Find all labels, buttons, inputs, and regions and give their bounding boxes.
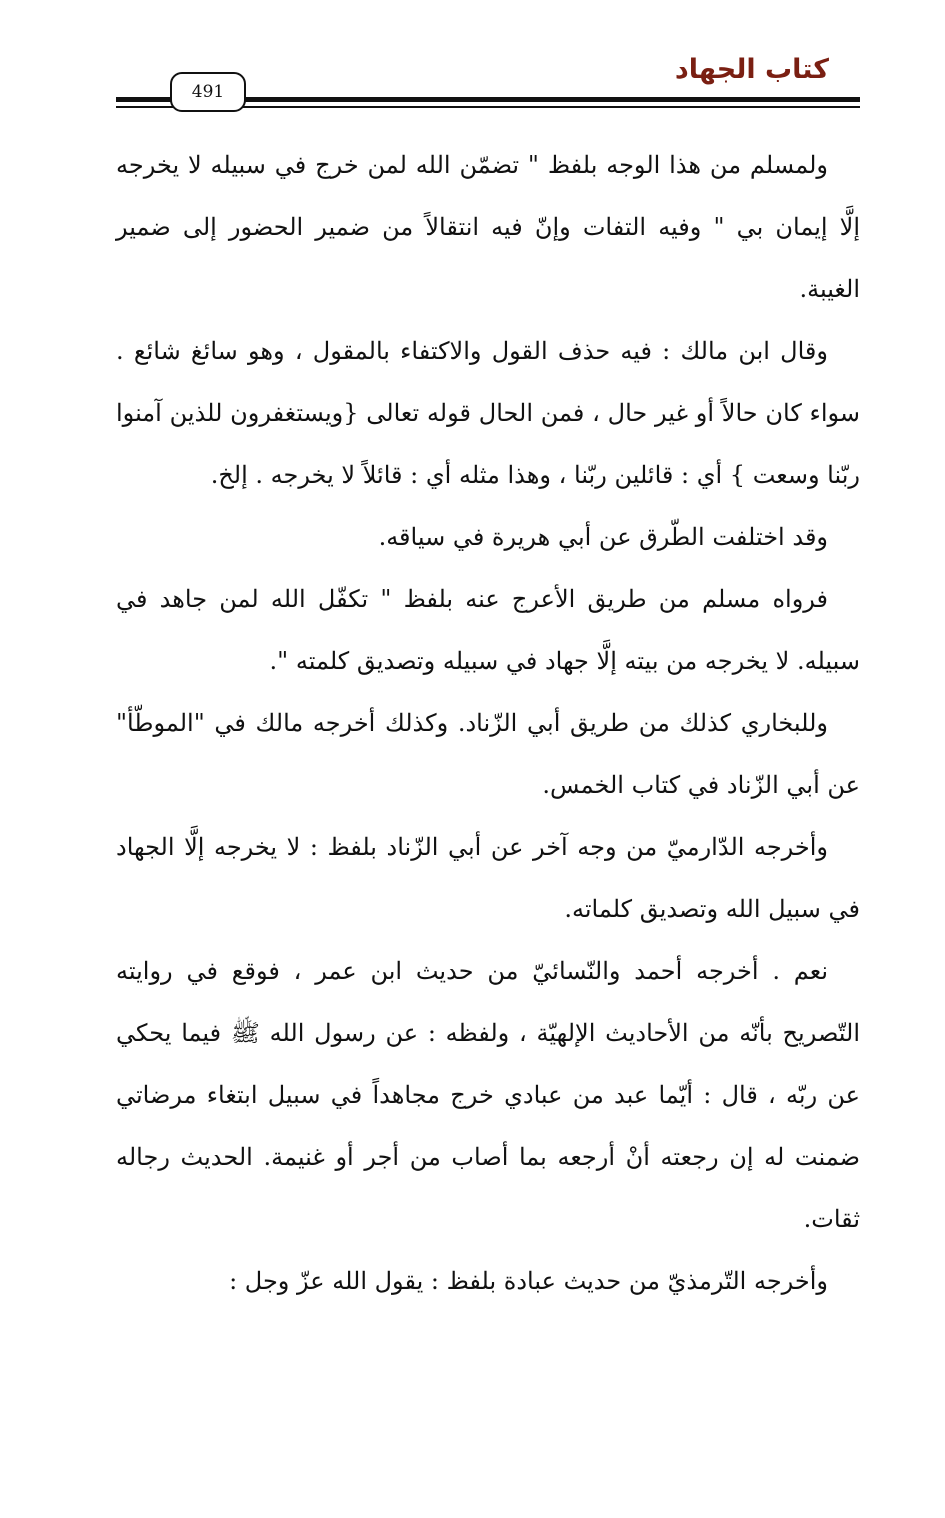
chapter-title: كتاب الجهاد (674, 54, 829, 85)
body-text (116, 134, 860, 1312)
paragraph: ولمسلم من هذا الوجه بلفظ " تضمّن الله لمن خرج في سبيله لا يخرجه إلَّا إيمان بي " وفيه التفات وإنّ فيه انتقالاً من ضمير الحضور إلى ضمير الغيبة. (116, 151, 860, 303)
paragraph: نعم . أخرجه أحمد والنّسائيّ من حديث ابن عمر ، فوقع في روايته التّصريح بأنّه من الأحاديث الإلهيّة ، ولفظه : عن رسول الله ﷺ فيما يحكي عن ربّه ، قال : أيّما عبد من عبادي خرج مجاهداً في سبيل ابتغاء مرضاتي ضمنت له إن رجعته أنْ أرجعه بما أصاب من أجر أو غنيمة. الحديث رجاله ثقات. (116, 957, 860, 1233)
paragraph: وأخرجه الدّارميّ من وجه آخر عن أبي الزّناد بلفظ : لا يخرجه إلَّا الجهاد في سبيل الله وتصديق كلماته. (116, 833, 860, 923)
paragraph: وقال ابن مالك : فيه حذف القول والاكتفاء بالمقول ، وهو سائغ شائع . سواء كان حالاً أو غير حال ، فمن الحال قوله تعالى {ويستغفرون للذين آمنوا ربّنا وسعت } أي : قائلين ربّنا ، وهذا مثله أي : قائلاً لا يخرجه . إلخ. (116, 337, 860, 489)
paragraph: وللبخاري كذلك من طريق أبي الزّناد. وكذلك أخرجه مالك في "الموطّأ" عن أبي الزّناد في كتاب الخمس. (116, 709, 860, 799)
paragraph: فرواه مسلم من طريق الأعرج عنه بلفظ " تكفّل الله لمن جاهد في سبيله. لا يخرجه من بيته إلَّا جهاد في سبيله وتصديق كلمته ". (116, 585, 860, 675)
paragraph: وقد اختلفت الطّرق عن أبي هريرة في سياقه. (378, 523, 828, 551)
page-number: 491 (170, 72, 246, 112)
paragraph: وأخرجه التّرمذيّ من حديث عبادة بلفظ : يقول الله عزّ وجل : (229, 1267, 828, 1295)
